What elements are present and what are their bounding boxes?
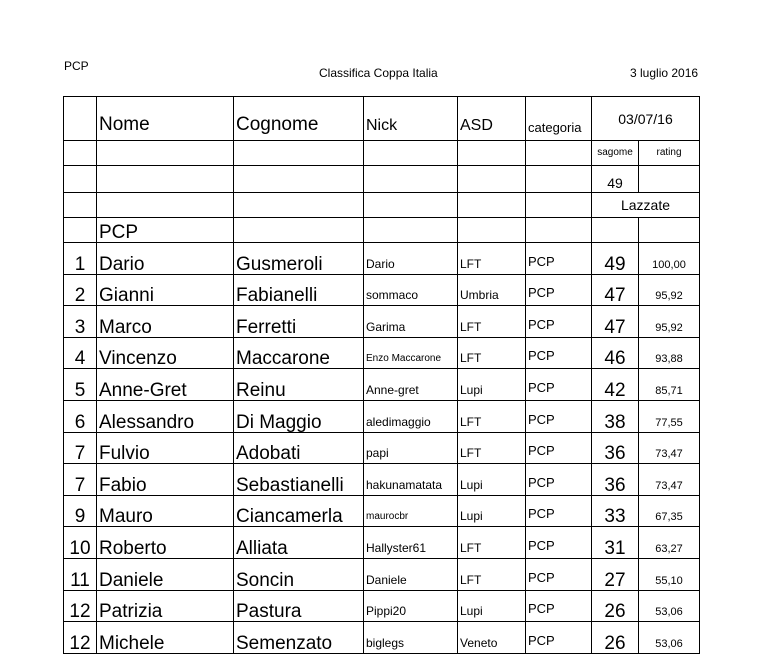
nick-cell: Hallyster61: [364, 527, 458, 559]
column-header-categoria: categoria: [526, 97, 592, 141]
categoria-cell: PCP: [526, 590, 592, 622]
asd-cell: Lupi: [458, 495, 526, 527]
rank-cell: 10: [64, 527, 97, 559]
categoria-cell: PCP: [526, 306, 592, 338]
rating-cell: 73,47: [639, 432, 700, 464]
nick-cell: biglegs: [364, 622, 458, 654]
rating-cell: 53,06: [639, 590, 700, 622]
rating-cell: 95,92: [639, 274, 700, 306]
table-row: [64, 590, 700, 622]
table-row: [64, 400, 700, 432]
nome-cell: Alessandro: [97, 400, 234, 432]
asd-cell: LFT: [458, 243, 526, 275]
rank-cell: 1: [64, 243, 97, 275]
table-row: [64, 306, 700, 338]
nick-cell: hakunamatata: [364, 464, 458, 496]
table-row: [64, 369, 700, 401]
cognome-cell: Ferretti: [234, 306, 364, 338]
cognome-cell: Reinu: [234, 369, 364, 401]
categoria-cell: PCP: [526, 558, 592, 590]
sagome-cell: 49: [592, 243, 639, 275]
nick-cell: aledimaggio: [364, 400, 458, 432]
total-sagome-row: [64, 166, 700, 193]
asd-cell: Lupi: [458, 464, 526, 496]
categoria-cell: PCP: [526, 495, 592, 527]
nome-cell: Daniele: [97, 558, 234, 590]
rank-cell: 9: [64, 495, 97, 527]
sagome-cell: 46: [592, 337, 639, 369]
cognome-cell: Maccarone: [234, 337, 364, 369]
sagome-cell: 26: [592, 590, 639, 622]
nome-cell: Fulvio: [97, 432, 234, 464]
cognome-cell: Fabianelli: [234, 274, 364, 306]
rank-cell: 5: [64, 369, 97, 401]
cognome-cell: Semenzato: [234, 622, 364, 654]
nick-cell: Enzo Maccarone: [364, 337, 458, 369]
table-row: [64, 527, 700, 559]
subheader-row: [64, 141, 700, 166]
rating-cell: 67,35: [639, 495, 700, 527]
rating-cell: 95,92: [639, 306, 700, 338]
table-row: [64, 622, 700, 654]
rating-cell: 63,27: [639, 527, 700, 559]
categoria-cell: PCP: [526, 369, 592, 401]
asd-cell: LFT: [458, 558, 526, 590]
cognome-cell: Adobati: [234, 432, 364, 464]
table-row: [64, 495, 700, 527]
cognome-cell: Sebastianelli: [234, 464, 364, 496]
cognome-cell: Pastura: [234, 590, 364, 622]
asd-cell: LFT: [458, 306, 526, 338]
column-header-rating: rating: [639, 141, 700, 166]
table-row: [64, 558, 700, 590]
total-sagome-value: 49: [592, 166, 639, 193]
sagome-cell: 27: [592, 558, 639, 590]
categoria-cell: PCP: [526, 337, 592, 369]
cognome-cell: Ciancamerla: [234, 495, 364, 527]
nome-cell: Vincenzo: [97, 337, 234, 369]
nome-cell: Mauro: [97, 495, 234, 527]
rating-cell: 77,55: [639, 400, 700, 432]
categoria-cell: PCP: [526, 622, 592, 654]
rank-cell: 3: [64, 306, 97, 338]
ranking-table: [63, 96, 700, 654]
rating-cell: 73,47: [639, 464, 700, 496]
sagome-cell: 47: [592, 306, 639, 338]
rank-cell: 12: [64, 622, 97, 654]
sagome-cell: 36: [592, 432, 639, 464]
rank-cell: 6: [64, 400, 97, 432]
rating-cell: 55,10: [639, 558, 700, 590]
nome-cell: Anne-Gret: [97, 369, 234, 401]
nome-cell: Roberto: [97, 527, 234, 559]
nome-cell: Patrizia: [97, 590, 234, 622]
page-title: Classifica Coppa Italia: [319, 66, 438, 80]
nome-cell: Dario: [97, 243, 234, 275]
nick-cell: sommaco: [364, 274, 458, 306]
rank-cell: 12: [64, 590, 97, 622]
nick-cell: Pippi20: [364, 590, 458, 622]
table-row: [64, 274, 700, 306]
table-row: [64, 432, 700, 464]
table-header-row: [64, 97, 700, 141]
nick-cell: Anne-gret: [364, 369, 458, 401]
table-row: [64, 243, 700, 275]
rank-cell: 7: [64, 432, 97, 464]
sagome-cell: 26: [592, 622, 639, 654]
nome-cell: Gianni: [97, 274, 234, 306]
nick-cell: Daniele: [364, 558, 458, 590]
asd-cell: Lupi: [458, 369, 526, 401]
header-left-label: PCP: [64, 59, 89, 73]
nome-cell: Michele: [97, 622, 234, 654]
sagome-cell: 47: [592, 274, 639, 306]
sagome-cell: 36: [592, 464, 639, 496]
categoria-cell: PCP: [526, 243, 592, 275]
sagome-cell: 31: [592, 527, 639, 559]
rank-cell: 11: [64, 558, 97, 590]
cognome-cell: Alliata: [234, 527, 364, 559]
column-header-sagome: sagome: [592, 141, 639, 166]
asd-cell: LFT: [458, 400, 526, 432]
cognome-cell: Di Maggio: [234, 400, 364, 432]
categoria-cell: PCP: [526, 432, 592, 464]
rank-cell: 4: [64, 337, 97, 369]
asd-cell: Veneto: [458, 622, 526, 654]
cognome-cell: Soncin: [234, 558, 364, 590]
cognome-cell: Gusmeroli: [234, 243, 364, 275]
table-row: [64, 464, 700, 496]
column-header-cognome: Cognome: [234, 97, 364, 141]
asd-cell: LFT: [458, 337, 526, 369]
header-date: 3 luglio 2016: [630, 66, 699, 80]
categoria-cell: PCP: [526, 464, 592, 496]
nome-cell: Marco: [97, 306, 234, 338]
asd-cell: Lupi: [458, 590, 526, 622]
section-label: PCP: [97, 218, 234, 243]
sagome-cell: 42: [592, 369, 639, 401]
rating-cell: 100,00: [639, 243, 700, 275]
nick-cell: Garima: [364, 306, 458, 338]
column-header-nick: Nick: [364, 97, 458, 141]
asd-cell: LFT: [458, 527, 526, 559]
categoria-cell: PCP: [526, 527, 592, 559]
column-header-nome: Nome: [97, 97, 234, 141]
location-label: Lazzate: [592, 193, 700, 218]
rank-cell: 2: [64, 274, 97, 306]
nick-cell: papi: [364, 432, 458, 464]
rank-cell: 7: [64, 464, 97, 496]
column-header-asd: ASD: [458, 97, 526, 141]
categoria-cell: PCP: [526, 400, 592, 432]
categoria-cell: PCP: [526, 274, 592, 306]
table-row: [64, 337, 700, 369]
rating-cell: 93,88: [639, 337, 700, 369]
header-pos-cell: [64, 97, 97, 141]
nick-cell: Dario: [364, 243, 458, 275]
asd-cell: LFT: [458, 432, 526, 464]
section-row: [64, 218, 700, 243]
asd-cell: Umbria: [458, 274, 526, 306]
rating-cell: 53,06: [639, 622, 700, 654]
nome-cell: Fabio: [97, 464, 234, 496]
sagome-cell: 33: [592, 495, 639, 527]
location-row: [64, 193, 700, 218]
rating-cell: 85,71: [639, 369, 700, 401]
sagome-cell: 38: [592, 400, 639, 432]
column-header-date: 03/07/16: [592, 97, 700, 141]
nick-cell: maurocbr: [364, 495, 458, 527]
